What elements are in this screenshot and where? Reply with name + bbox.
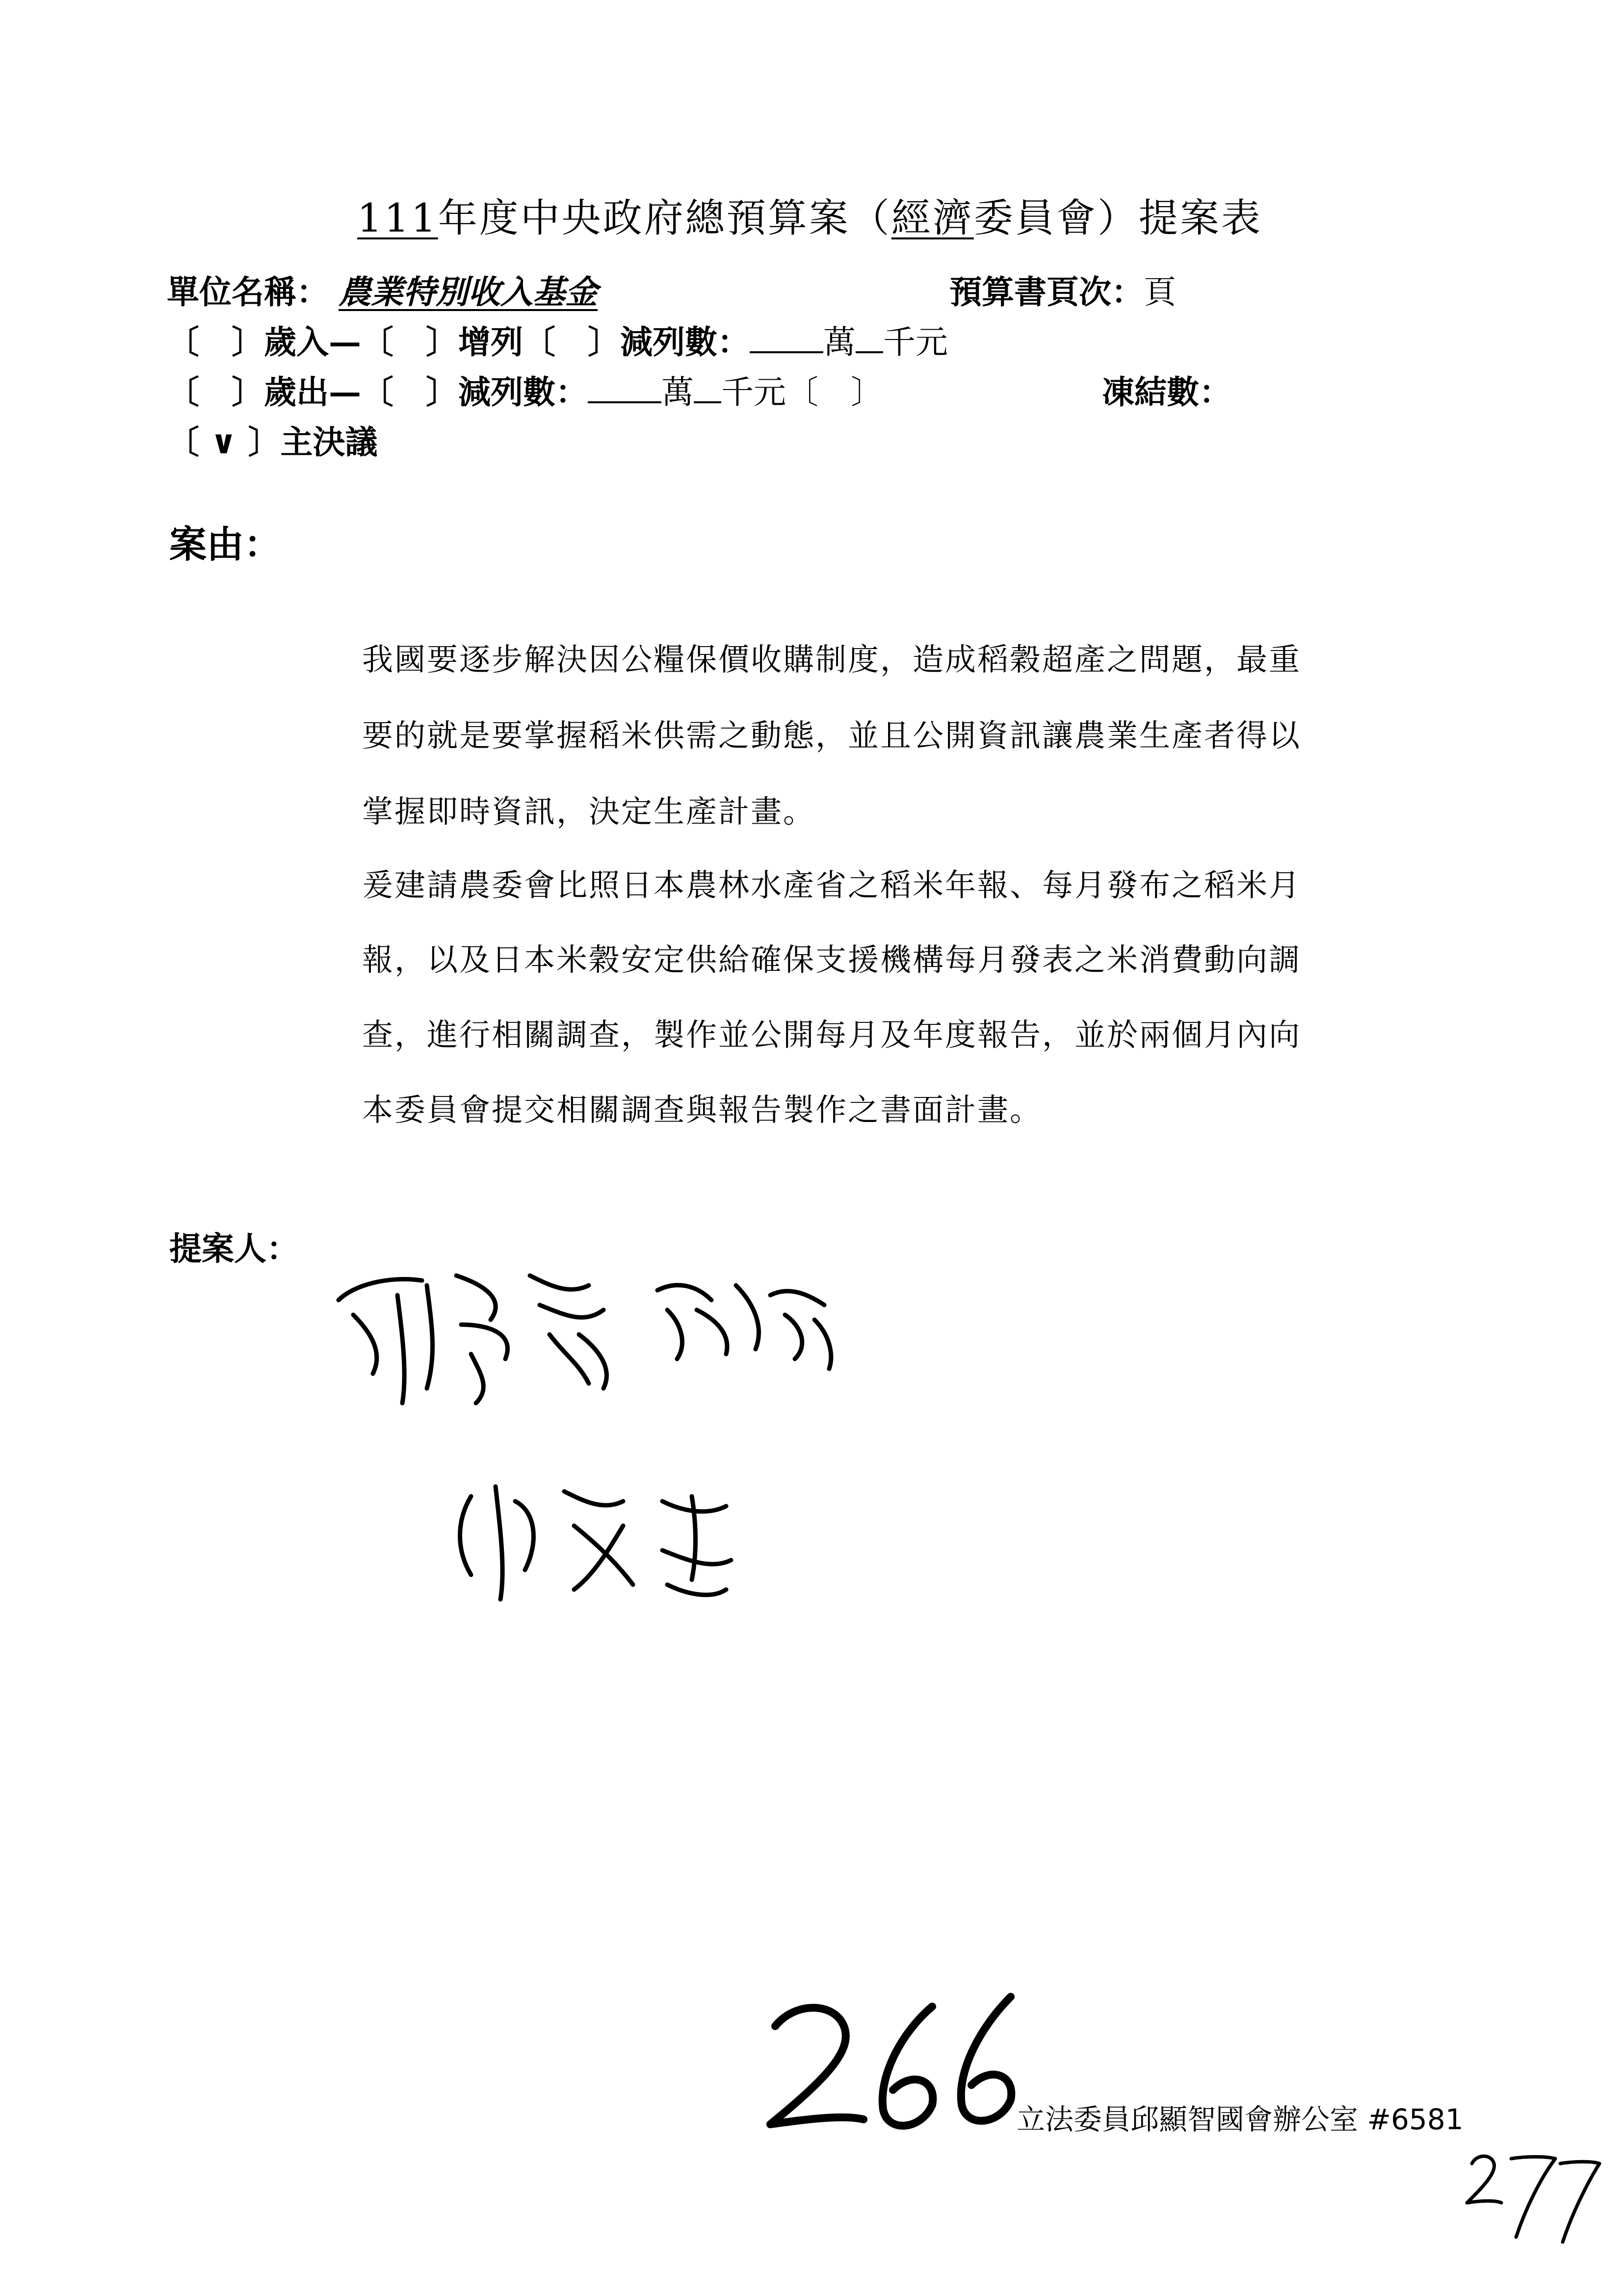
expenditure-text: 〔 〕歲出—〔 〕減列數：: [167, 373, 588, 411]
reason-line: 本委員會提交相關調查與報告製作之書面計畫。: [362, 1092, 1042, 1128]
reason-line: 掌握即時資訊，決定生產計畫。: [362, 794, 815, 830]
expenditure-wan: 萬: [661, 373, 694, 411]
title-pre: 年度中央政府總預算案（: [438, 195, 891, 241]
main-resolution: 〔 ∨ 〕主決議: [167, 423, 378, 461]
title-post: 委員會）提案表: [973, 195, 1262, 241]
revenue-wan: 萬: [823, 323, 856, 361]
reason-line: 報，以及日本米穀安定供給確保支援機構每月發表之米消費動向調: [362, 942, 1301, 978]
revenue-text: 〔 〕歲入—〔 〕增列〔 〕減列數：: [167, 323, 750, 361]
office-footer: 立法委員邱顯智國會辦公室 #6581: [1017, 2103, 1464, 2136]
proposer-label: 提案人：: [169, 1229, 299, 1268]
reason-line: 爰建請農委會比照日本農林水產省之稻米年報、每月發布之稻米月: [362, 867, 1301, 903]
reason-heading: 案由：: [169, 522, 281, 566]
title-year: 111: [357, 195, 438, 241]
unit-value: 農業特別收入基金: [339, 273, 598, 311]
revenue-qian: 千元: [883, 323, 948, 361]
page-ref-label: 預算書頁次：: [949, 273, 1144, 311]
expenditure-qian: 千元〔 〕: [721, 373, 883, 411]
title-committee: 經濟: [891, 195, 974, 241]
unit-label: 單位名稱：: [167, 273, 329, 311]
page-ref-unit: 頁: [1144, 273, 1176, 311]
freeze-label: 凍結數：: [1102, 373, 1231, 411]
reason-line: 查，進行相關調查，製作並公開每月及年度報告，並於兩個月內向: [362, 1017, 1301, 1053]
reason-line: 我國要逐步解決因公糧保價收購制度，造成稻穀超產之問題，最重: [362, 642, 1301, 678]
reason-line: 要的就是要掌握稻米供需之動態，並且公開資訊讓農業生產者得以: [362, 718, 1301, 754]
